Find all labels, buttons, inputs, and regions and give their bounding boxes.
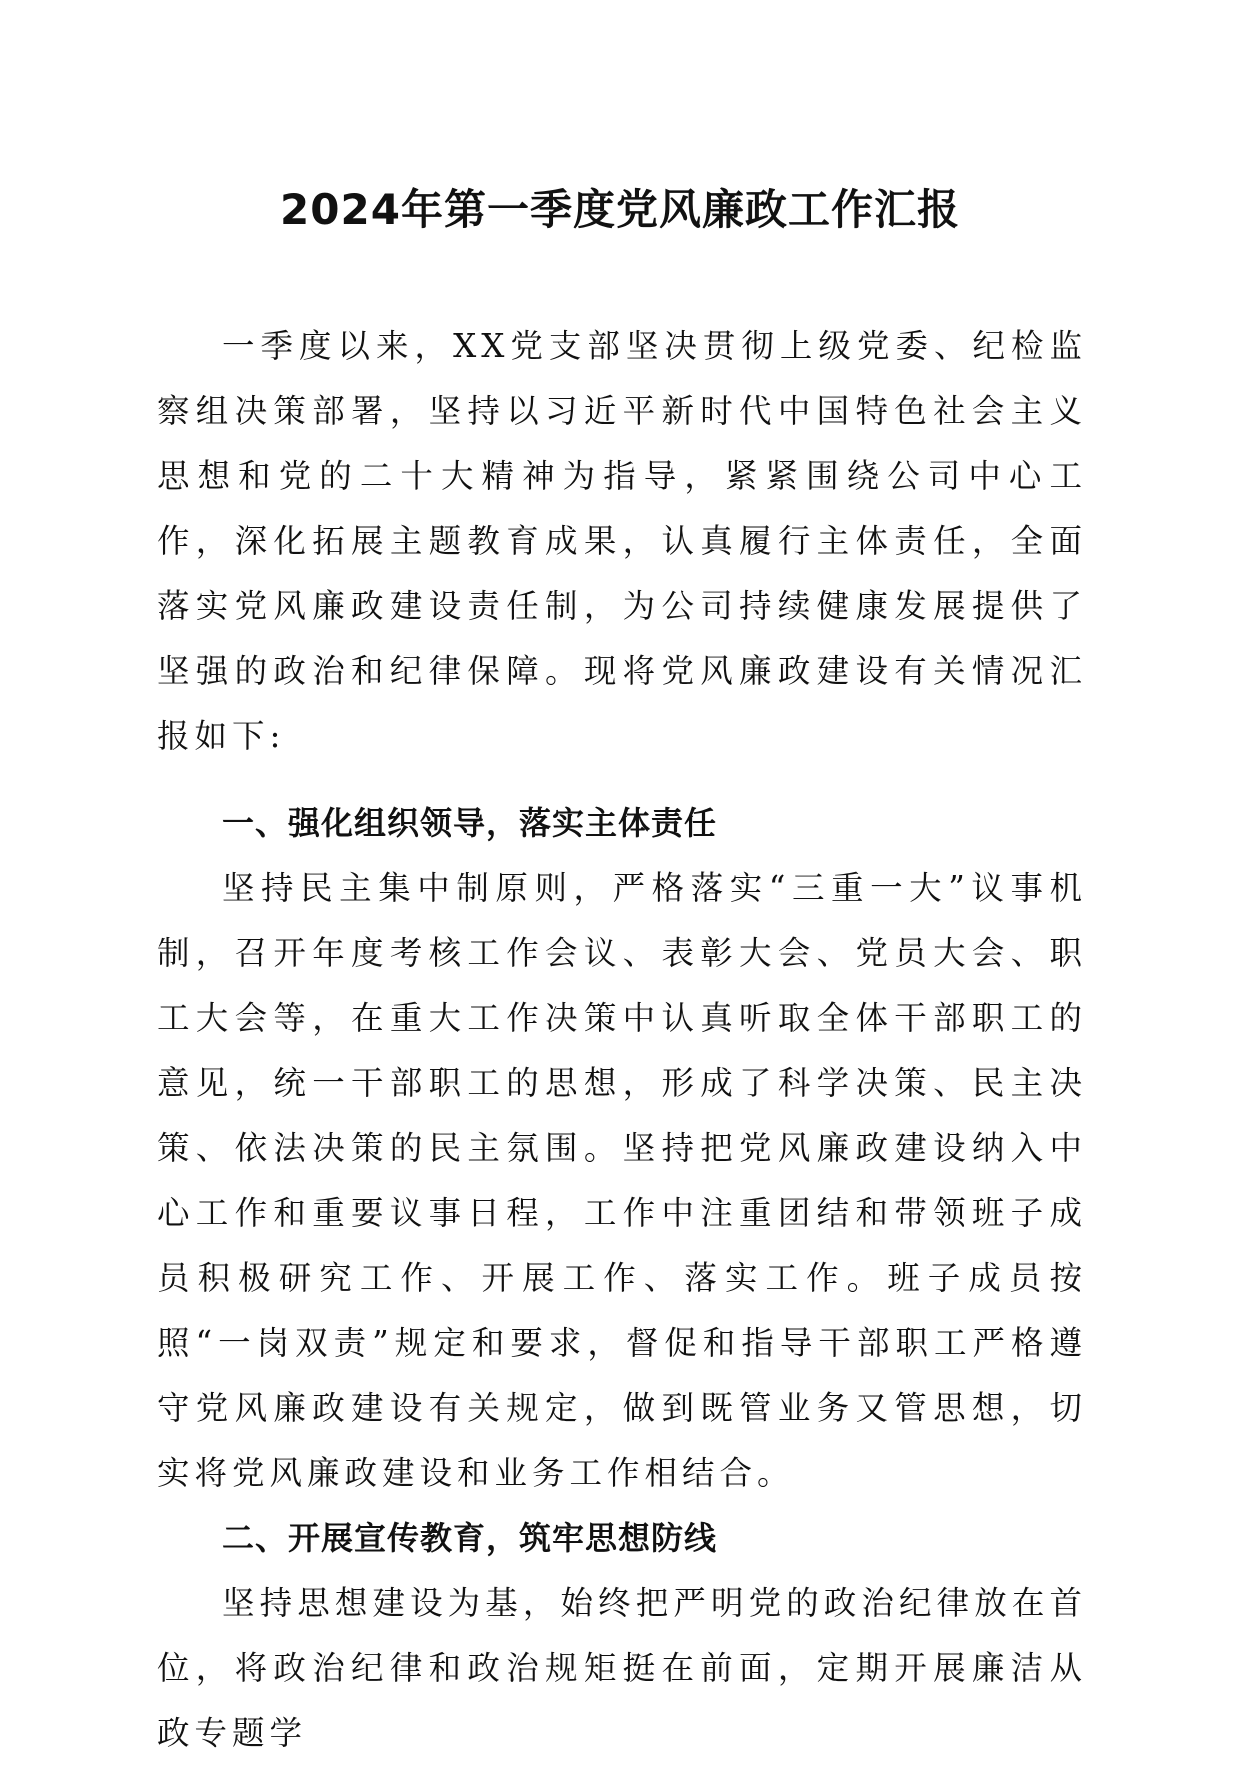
section-body-2: 坚持思想建设为基，始终把严明党的政治纪律放在首位，将政治纪律和政治规矩挺在前面，定期开展廉洁从政专题学 [157, 1584, 1087, 1752]
section-heading-2: 二、开展宣传教育，筑牢思想防线 [222, 1519, 718, 1557]
section-heading-1: 一、强化组织领导，落实主体责任 [222, 804, 718, 842]
document-body [157, 314, 1087, 1766]
document-title: 2024年第一季度党风廉政工作汇报 [280, 185, 960, 234]
section-body-1: 坚持民主集中制原则，严格落实“三重一大”议事机制，召开年度考核工作会议、表彰大会、党员大会、职工大会等，在重大工作决策中认真听取全体干部职工的意见，统一干部职工的思想，形成了科学决策、民主决策、依法决策的民主氛围。坚持把党风廉政建设纳入中心工作和重要议事日程，工作中注重团结和带领班子成员积极研究工作、开展工作、落实工作。班子成员按照“一岗双责”规定和要求，督促和指导干部职工严格遵守党风廉政建设有关规定，做到既管业务又管思想，切实将党风廉政建设和业务工作相结合。 [157, 869, 1087, 1492]
paragraph-spacer [157, 769, 1087, 791]
intro-paragraph: 一季度以来，XX党支部坚决贯彻上级党委、纪检监察组决策部署，坚持以习近平新时代中国特色社会主义思想和党的二十大精神为指导，紧紧围绕公司中心工作，深化拓展主题教育成果，认真履行主体责任，全面落实党风廉政建设责任制，为公司持续健康发展提供了坚强的政治和纪律保障。现将党风廉政建设有关情况汇报如下: [157, 327, 1087, 755]
